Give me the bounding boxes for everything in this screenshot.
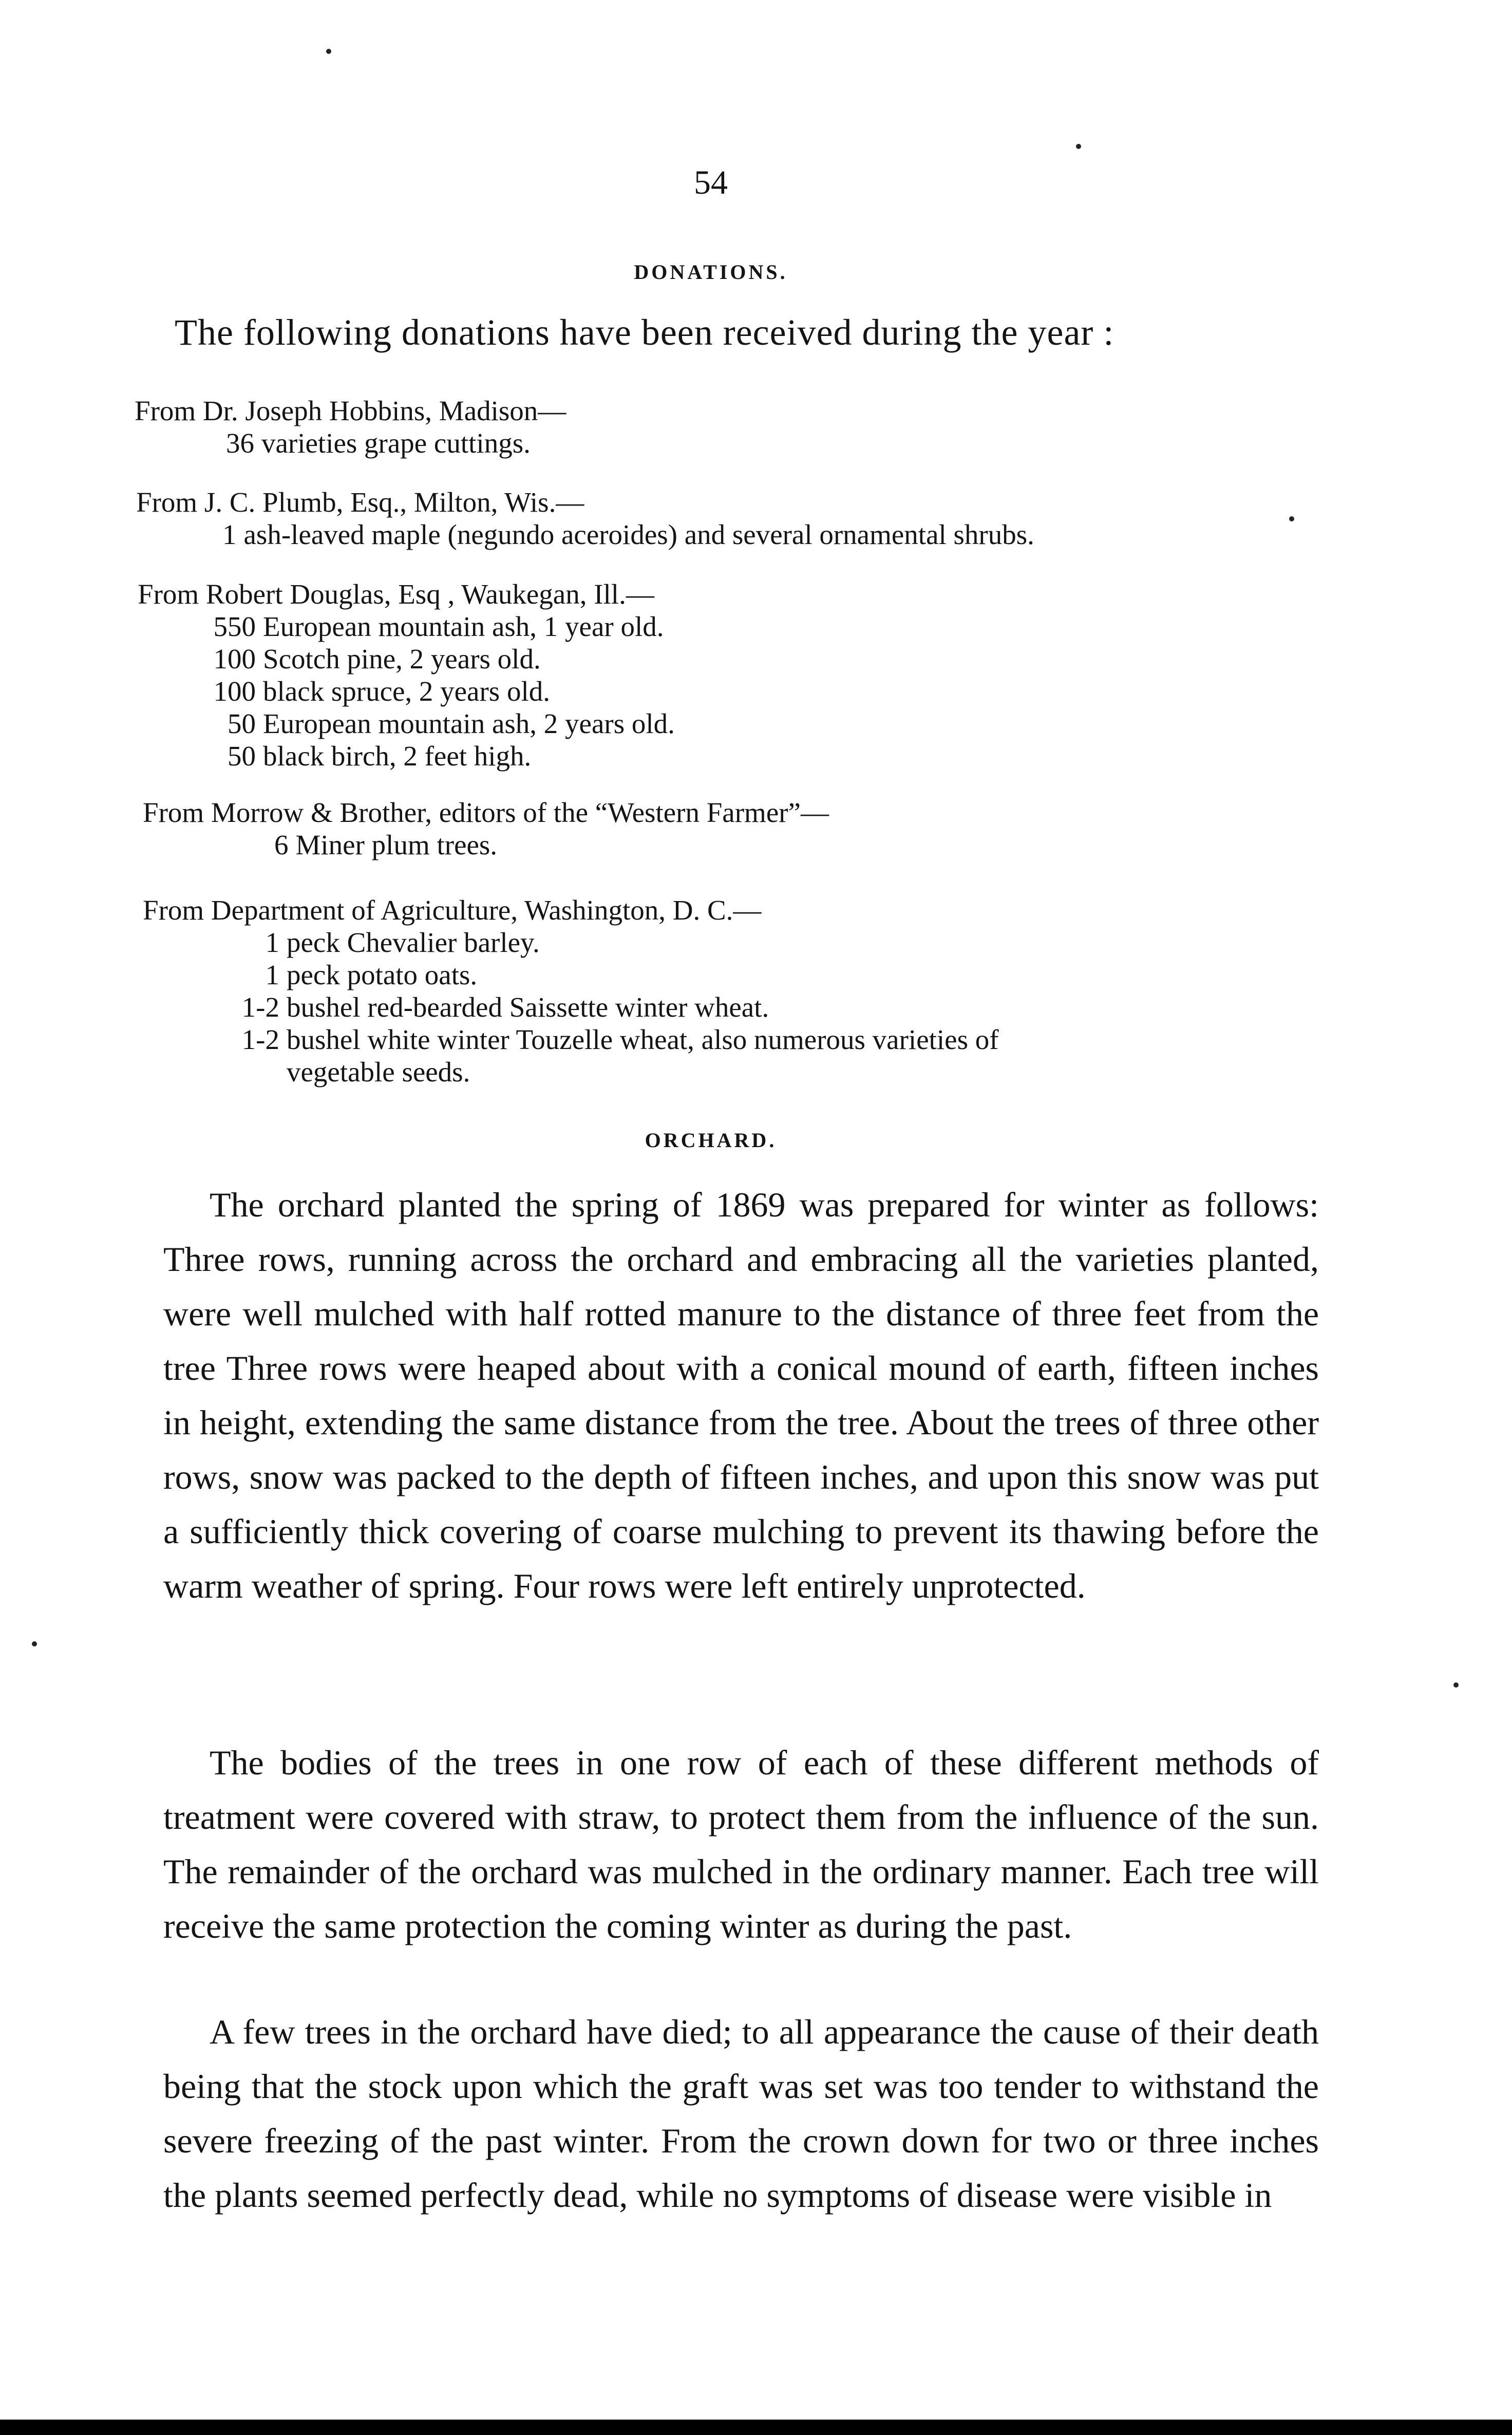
donation-quantity: 1-2 — [241, 1024, 279, 1055]
donation-quantity: 6 — [274, 829, 289, 860]
donations-heading: DONATIONS. — [634, 260, 788, 284]
donation-description: ash-leaved maple (negundo aceroides) and several ornamental shrubs. — [243, 519, 1034, 550]
donation-quantity: 1 — [265, 927, 279, 958]
orchard-paragraph: The bodies of the trees in one row of each of these different methods of treatment were covered with straw, to protect them from the influence of the sun. The remainder of the orchard was mulched in the ordinary manner. Each tree will receive the same protection the coming winter as during the past. — [163, 1743, 1319, 1945]
donation-description: varieties grape cuttings. — [261, 427, 531, 459]
donation-description: bushel red-bearded Saissette winter wheat. — [287, 991, 769, 1023]
donor-entry — [143, 796, 829, 861]
donation-item — [138, 643, 675, 675]
donation-item — [143, 991, 999, 1023]
donation-quantity: 50 — [228, 740, 256, 772]
orchard-paragraph: The orchard planted the spring of 1869 was prepared for winter as follows: Three rows, running across the orchard and embracing all the varieties planted, were well mulched with half rotted manure to the distance of three feet from the tree Three rows were heaped about with a conical mound of earth, fifteen inches in height, extending the same distance from the tree. About the trees of three other rows, snow was packed to the depth of fifteen inches, and upon this snow was put a sufficiently thick covering of coarse mulching to prevent its thawing before the warm weather of spring. Four rows were left entirely unprotected. — [163, 1185, 1319, 1605]
donor-source: From Dr. Joseph Hobbins, Madison— — [135, 395, 566, 426]
donation-description: peck potato oats. — [287, 959, 478, 990]
donation-item — [143, 1023, 999, 1056]
donor-entry — [136, 486, 1034, 551]
donation-quantity: 100 — [213, 676, 256, 707]
print-speck — [32, 1641, 37, 1646]
donation-description: European mountain ash, 1 year old. — [263, 611, 664, 642]
donation-item — [143, 1056, 999, 1088]
donor-source: From Department of Agriculture, Washington, D. C.— — [143, 894, 762, 926]
orchard-paragraph: A few trees in the orchard have died; to all appearance the cause of their death being that the stock upon which the graft was set was too tender to withstand the severe freezing of the past winter. From the crown down for two or three inches the plants seemed perfectly dead, while no symptoms of disease were visible in — [163, 2012, 1319, 2215]
donation-description: vegetable seeds. — [287, 1056, 470, 1088]
donation-item — [138, 707, 675, 740]
donation-quantity: 50 — [228, 708, 256, 739]
orchard-heading: ORCHARD. — [645, 1129, 777, 1152]
donation-item — [138, 610, 675, 643]
donation-quantity: 36 — [226, 427, 254, 459]
donor-entry — [143, 894, 999, 1088]
print-speck — [1453, 1682, 1459, 1688]
donation-description: black birch, 2 feet high. — [263, 740, 532, 772]
donor-source: From Morrow & Brother, editors of the “Western Farmer”— — [143, 797, 829, 828]
donation-item — [143, 959, 999, 991]
donation-item — [138, 740, 675, 772]
donor-source: From J. C. Plumb, Esq., Milton, Wis.— — [136, 486, 584, 518]
donation-quantity: 1 — [222, 519, 237, 550]
donation-quantity: 550 — [213, 611, 256, 642]
donor-entry — [138, 578, 675, 772]
donation-item — [143, 829, 829, 861]
print-speck — [1289, 516, 1294, 521]
donation-item — [136, 518, 1034, 551]
donations-intro: The following donations have been received during the year : — [175, 312, 1114, 353]
donation-description: bushel white winter Touzelle wheat, also numerous varieties of — [287, 1024, 999, 1055]
donation-description: peck Chevalier barley. — [287, 927, 540, 958]
donation-item — [138, 675, 675, 707]
donor-source: From Robert Douglas, Esq , Waukegan, Ill.— — [138, 578, 654, 610]
donation-item — [143, 926, 999, 959]
donation-quantity: 1-2 — [241, 991, 279, 1023]
print-speck — [1076, 144, 1081, 149]
page-number: 54 — [694, 164, 728, 201]
donation-quantity: 1 — [265, 959, 279, 990]
donation-description: Miner plum trees. — [295, 829, 498, 860]
print-speck — [326, 49, 331, 54]
page-bottom-rule — [0, 2420, 1512, 2435]
donation-description: European mountain ash, 2 years old. — [263, 708, 675, 739]
donation-description: Scotch pine, 2 years old. — [263, 643, 541, 675]
donor-entry — [135, 395, 566, 459]
donation-description: black spruce, 2 years old. — [263, 676, 550, 707]
donation-item — [135, 427, 566, 459]
donation-quantity: 100 — [213, 643, 256, 675]
